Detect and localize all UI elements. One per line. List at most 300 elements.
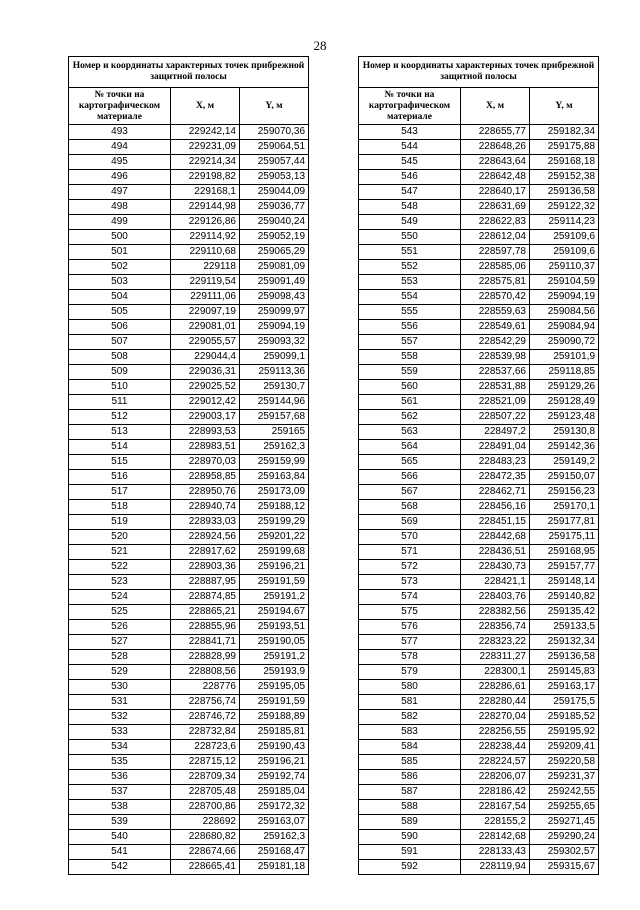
point-number-cell: 500 [69, 230, 171, 245]
point-number-cell: 587 [359, 785, 461, 800]
table-row [69, 320, 309, 335]
x-coordinate-cell: 228950,76 [171, 485, 240, 500]
x-coordinate-cell: 228841,71 [171, 635, 240, 650]
y-coordinate-cell: 259194,67 [240, 605, 309, 620]
point-number-cell: 574 [359, 590, 461, 605]
x-coordinate-cell: 228874,85 [171, 590, 240, 605]
x-coordinate-cell: 228828,99 [171, 650, 240, 665]
y-coordinate-cell: 259182,34 [530, 125, 599, 140]
x-coordinate-cell: 228436,51 [461, 545, 530, 560]
y-coordinate-cell: 259084,94 [530, 320, 599, 335]
coordinates-table-right [358, 56, 599, 875]
point-number-cell: 583 [359, 725, 461, 740]
y-coordinate-cell: 259173,09 [240, 485, 309, 500]
y-coordinate-cell: 259302,57 [530, 845, 599, 860]
y-coordinate-cell: 259130,7 [240, 380, 309, 395]
table-row [69, 695, 309, 710]
table-row [359, 155, 599, 170]
x-coordinate-cell: 228993,53 [171, 425, 240, 440]
y-coordinate-cell: 259165 [240, 425, 309, 440]
x-coordinate-cell: 228709,34 [171, 770, 240, 785]
x-coordinate-cell: 228311,27 [461, 650, 530, 665]
point-number-cell: 576 [359, 620, 461, 635]
point-number-cell: 573 [359, 575, 461, 590]
y-coordinate-cell: 259140,82 [530, 590, 599, 605]
table-row [359, 380, 599, 395]
x-coordinate-cell: 228421,1 [461, 575, 530, 590]
point-number-cell: 558 [359, 350, 461, 365]
x-coordinate-cell: 228300,1 [461, 665, 530, 680]
point-number-cell: 571 [359, 545, 461, 560]
point-number-cell: 503 [69, 275, 171, 290]
point-number-cell: 567 [359, 485, 461, 500]
x-coordinate-cell: 228680,82 [171, 830, 240, 845]
point-number-cell: 538 [69, 800, 171, 815]
table-row [359, 410, 599, 425]
y-coordinate-cell: 259193,51 [240, 620, 309, 635]
table-row [359, 755, 599, 770]
table-row [359, 440, 599, 455]
table-row [69, 230, 309, 245]
table-row [69, 830, 309, 845]
point-number-cell: 529 [69, 665, 171, 680]
x-coordinate-cell: 228142,68 [461, 830, 530, 845]
y-coordinate-cell: 259191,59 [240, 575, 309, 590]
y-coordinate-cell: 259145,83 [530, 665, 599, 680]
point-number-cell: 550 [359, 230, 461, 245]
y-coordinate-cell: 259091,49 [240, 275, 309, 290]
y-coordinate-cell: 259157,77 [530, 560, 599, 575]
x-coordinate-cell: 228756,74 [171, 695, 240, 710]
y-coordinate-cell: 259191,2 [240, 650, 309, 665]
table-row [359, 695, 599, 710]
point-number-cell: 555 [359, 305, 461, 320]
y-coordinate-cell: 259099,1 [240, 350, 309, 365]
x-coordinate-cell: 228531,88 [461, 380, 530, 395]
x-coordinate-cell: 228648,26 [461, 140, 530, 155]
y-coordinate-cell: 259209,41 [530, 740, 599, 755]
y-coordinate-cell: 259040,24 [240, 215, 309, 230]
x-coordinate-cell: 228808,56 [171, 665, 240, 680]
table-row [359, 290, 599, 305]
column-header-point-number: № точки на картографическом материале [359, 88, 461, 125]
x-coordinate-cell: 228865,21 [171, 605, 240, 620]
table-row [359, 785, 599, 800]
y-coordinate-cell: 259185,81 [240, 725, 309, 740]
point-number-cell: 568 [359, 500, 461, 515]
point-number-cell: 578 [359, 650, 461, 665]
y-coordinate-cell: 259053,13 [240, 170, 309, 185]
y-coordinate-cell: 259168,95 [530, 545, 599, 560]
table-row [69, 125, 309, 140]
table-row [359, 845, 599, 860]
table-row [69, 665, 309, 680]
x-coordinate-cell: 229231,09 [171, 140, 240, 155]
point-number-cell: 494 [69, 140, 171, 155]
column-header-point-number: № точки на картографическом материале [69, 88, 171, 125]
table-row [359, 740, 599, 755]
x-coordinate-cell: 228887,95 [171, 575, 240, 590]
x-coordinate-cell: 228958,85 [171, 470, 240, 485]
point-number-cell: 536 [69, 770, 171, 785]
y-coordinate-cell: 259162,3 [240, 830, 309, 845]
column-header-y: Y, м [530, 88, 599, 125]
point-number-cell: 563 [359, 425, 461, 440]
x-coordinate-cell: 228497,2 [461, 425, 530, 440]
table-row [359, 365, 599, 380]
table-row [359, 620, 599, 635]
table-row [69, 755, 309, 770]
table-row [69, 200, 309, 215]
point-number-cell: 572 [359, 560, 461, 575]
x-coordinate-cell: 228643,64 [461, 155, 530, 170]
table-row [69, 650, 309, 665]
point-number-cell: 522 [69, 560, 171, 575]
x-coordinate-cell: 228970,03 [171, 455, 240, 470]
y-coordinate-cell: 259065,29 [240, 245, 309, 260]
x-coordinate-cell: 229097,19 [171, 305, 240, 320]
point-number-cell: 585 [359, 755, 461, 770]
y-coordinate-cell: 259129,26 [530, 380, 599, 395]
point-number-cell: 496 [69, 170, 171, 185]
point-number-cell: 515 [69, 455, 171, 470]
point-number-cell: 552 [359, 260, 461, 275]
x-coordinate-cell: 228155,2 [461, 815, 530, 830]
x-coordinate-cell: 228597,78 [461, 245, 530, 260]
y-coordinate-cell: 259149,2 [530, 455, 599, 470]
table-row [69, 680, 309, 695]
y-coordinate-cell: 259170,1 [530, 500, 599, 515]
point-number-cell: 553 [359, 275, 461, 290]
table-row [359, 500, 599, 515]
x-coordinate-cell: 228940,74 [171, 500, 240, 515]
page-number: 28 [313, 38, 327, 53]
point-number-cell: 509 [69, 365, 171, 380]
table-row [359, 200, 599, 215]
point-number-cell: 545 [359, 155, 461, 170]
table-row [359, 815, 599, 830]
x-coordinate-cell: 228570,42 [461, 290, 530, 305]
table-row [69, 290, 309, 305]
table-row [69, 305, 309, 320]
table-row [359, 215, 599, 230]
y-coordinate-cell: 259162,3 [240, 440, 309, 455]
point-number-cell: 547 [359, 185, 461, 200]
table-row [69, 275, 309, 290]
y-coordinate-cell: 259142,36 [530, 440, 599, 455]
x-coordinate-cell: 229242,14 [171, 125, 240, 140]
point-number-cell: 497 [69, 185, 171, 200]
x-coordinate-cell: 229119,54 [171, 275, 240, 290]
x-coordinate-cell: 228539,98 [461, 350, 530, 365]
x-coordinate-cell: 229025,52 [171, 380, 240, 395]
y-coordinate-cell: 259231,37 [530, 770, 599, 785]
point-number-cell: 581 [359, 695, 461, 710]
y-coordinate-cell: 259157,68 [240, 410, 309, 425]
x-coordinate-cell: 228270,04 [461, 710, 530, 725]
y-coordinate-cell: 259130,8 [530, 425, 599, 440]
point-number-cell: 541 [69, 845, 171, 860]
y-coordinate-cell: 259094,19 [530, 290, 599, 305]
y-coordinate-cell: 259093,32 [240, 335, 309, 350]
x-coordinate-cell: 228855,96 [171, 620, 240, 635]
x-coordinate-cell: 228119,94 [461, 860, 530, 875]
point-number-cell: 565 [359, 455, 461, 470]
point-number-cell: 557 [359, 335, 461, 350]
table-row [359, 335, 599, 350]
point-number-cell: 591 [359, 845, 461, 860]
x-coordinate-cell: 228537,66 [461, 365, 530, 380]
x-coordinate-cell: 228491,04 [461, 440, 530, 455]
point-number-cell: 577 [359, 635, 461, 650]
point-number-cell: 516 [69, 470, 171, 485]
point-number-cell: 524 [69, 590, 171, 605]
x-coordinate-cell: 229114,92 [171, 230, 240, 245]
point-number-cell: 525 [69, 605, 171, 620]
table-row [69, 590, 309, 605]
table-row [69, 710, 309, 725]
column-header-x: X, м [171, 88, 240, 125]
x-coordinate-cell: 229003,17 [171, 410, 240, 425]
point-number-cell: 493 [69, 125, 171, 140]
table-row [69, 815, 309, 830]
point-number-cell: 551 [359, 245, 461, 260]
table-row [359, 470, 599, 485]
x-coordinate-cell: 228776 [171, 680, 240, 695]
y-coordinate-cell: 259163,07 [240, 815, 309, 830]
point-number-cell: 542 [69, 860, 171, 875]
point-number-cell: 498 [69, 200, 171, 215]
y-coordinate-cell: 259199,29 [240, 515, 309, 530]
x-coordinate-cell: 228356,74 [461, 620, 530, 635]
x-coordinate-cell: 228483,23 [461, 455, 530, 470]
table-row [69, 515, 309, 530]
table-row [359, 770, 599, 785]
table-row [69, 140, 309, 155]
table-row [359, 230, 599, 245]
point-number-cell: 528 [69, 650, 171, 665]
y-coordinate-cell: 259188,12 [240, 500, 309, 515]
table-row [359, 515, 599, 530]
table-row [359, 665, 599, 680]
x-coordinate-cell: 228612,04 [461, 230, 530, 245]
point-number-cell: 592 [359, 860, 461, 875]
y-coordinate-cell: 259191,2 [240, 590, 309, 605]
y-coordinate-cell: 259175,88 [530, 140, 599, 155]
point-number-cell: 502 [69, 260, 171, 275]
x-coordinate-cell: 228451,15 [461, 515, 530, 530]
x-coordinate-cell: 228983,51 [171, 440, 240, 455]
x-coordinate-cell: 228456,16 [461, 500, 530, 515]
x-coordinate-cell: 228732,84 [171, 725, 240, 740]
x-coordinate-cell: 228167,54 [461, 800, 530, 815]
x-coordinate-cell: 228382,56 [461, 605, 530, 620]
y-coordinate-cell: 259152,38 [530, 170, 599, 185]
y-coordinate-cell: 259081,09 [240, 260, 309, 275]
table-row [359, 455, 599, 470]
table-row [359, 605, 599, 620]
table-row [359, 170, 599, 185]
y-coordinate-cell: 259118,85 [530, 365, 599, 380]
table-row [69, 485, 309, 500]
y-coordinate-cell: 259185,04 [240, 785, 309, 800]
x-coordinate-cell: 229081,01 [171, 320, 240, 335]
point-number-cell: 521 [69, 545, 171, 560]
point-number-cell: 549 [359, 215, 461, 230]
y-coordinate-cell: 259159,99 [240, 455, 309, 470]
y-coordinate-cell: 259057,44 [240, 155, 309, 170]
table-row [69, 560, 309, 575]
point-number-cell: 590 [359, 830, 461, 845]
y-coordinate-cell: 259148,14 [530, 575, 599, 590]
y-coordinate-cell: 259199,68 [240, 545, 309, 560]
y-coordinate-cell: 259175,5 [530, 695, 599, 710]
y-coordinate-cell: 259084,56 [530, 305, 599, 320]
table-row [359, 800, 599, 815]
table-caption: Номер и координаты характерных точек прибрежной защитной полосы [359, 57, 599, 88]
y-coordinate-cell: 259201,22 [240, 530, 309, 545]
point-number-cell: 575 [359, 605, 461, 620]
y-coordinate-cell: 259113,36 [240, 365, 309, 380]
x-coordinate-cell: 229111,06 [171, 290, 240, 305]
y-coordinate-cell: 259110,37 [530, 260, 599, 275]
y-coordinate-cell: 259132,34 [530, 635, 599, 650]
x-coordinate-cell: 228542,29 [461, 335, 530, 350]
y-coordinate-cell: 259044,09 [240, 185, 309, 200]
point-number-cell: 495 [69, 155, 171, 170]
x-coordinate-cell: 228631,69 [461, 200, 530, 215]
x-coordinate-cell: 228559,63 [461, 305, 530, 320]
y-coordinate-cell: 259177,81 [530, 515, 599, 530]
point-number-cell: 535 [69, 755, 171, 770]
x-coordinate-cell: 229214,34 [171, 155, 240, 170]
point-number-cell: 543 [359, 125, 461, 140]
x-coordinate-cell: 228238,44 [461, 740, 530, 755]
table-row [69, 170, 309, 185]
y-coordinate-cell: 259163,17 [530, 680, 599, 695]
point-number-cell: 579 [359, 665, 461, 680]
table-row [359, 425, 599, 440]
table-row [69, 845, 309, 860]
table-row [359, 725, 599, 740]
point-number-cell: 530 [69, 680, 171, 695]
y-coordinate-cell: 259220,58 [530, 755, 599, 770]
column-header-y: Y, м [240, 88, 309, 125]
table-row [359, 650, 599, 665]
x-coordinate-cell: 228723,6 [171, 740, 240, 755]
table-row [359, 530, 599, 545]
x-coordinate-cell: 228133,43 [461, 845, 530, 860]
y-coordinate-cell: 259196,21 [240, 560, 309, 575]
point-number-cell: 559 [359, 365, 461, 380]
point-number-cell: 561 [359, 395, 461, 410]
table-row [69, 605, 309, 620]
table-row [69, 395, 309, 410]
table-row [359, 350, 599, 365]
point-number-cell: 510 [69, 380, 171, 395]
x-coordinate-cell: 228549,61 [461, 320, 530, 335]
x-coordinate-cell: 228442,68 [461, 530, 530, 545]
x-coordinate-cell: 228933,03 [171, 515, 240, 530]
y-coordinate-cell: 259128,49 [530, 395, 599, 410]
y-coordinate-cell: 259064,51 [240, 140, 309, 155]
x-coordinate-cell: 228674,66 [171, 845, 240, 860]
point-number-cell: 518 [69, 500, 171, 515]
point-number-cell: 546 [359, 170, 461, 185]
table-row [69, 380, 309, 395]
table-row [69, 260, 309, 275]
table-row [69, 500, 309, 515]
point-number-cell: 544 [359, 140, 461, 155]
x-coordinate-cell: 228430,73 [461, 560, 530, 575]
x-coordinate-cell: 228924,56 [171, 530, 240, 545]
y-coordinate-cell: 259104,59 [530, 275, 599, 290]
point-number-cell: 556 [359, 320, 461, 335]
table-row [359, 185, 599, 200]
table-row [69, 455, 309, 470]
point-number-cell: 534 [69, 740, 171, 755]
x-coordinate-cell: 228746,72 [171, 710, 240, 725]
table-row [69, 770, 309, 785]
table-row [359, 125, 599, 140]
point-number-cell: 523 [69, 575, 171, 590]
x-coordinate-cell: 228655,77 [461, 125, 530, 140]
table-row [359, 245, 599, 260]
y-coordinate-cell: 259135,42 [530, 605, 599, 620]
x-coordinate-cell: 228224,57 [461, 755, 530, 770]
y-coordinate-cell: 259172,32 [240, 800, 309, 815]
point-number-cell: 539 [69, 815, 171, 830]
table-row [359, 560, 599, 575]
y-coordinate-cell: 259242,55 [530, 785, 599, 800]
point-number-cell: 511 [69, 395, 171, 410]
table-row [69, 740, 309, 755]
table-row [359, 485, 599, 500]
y-coordinate-cell: 259144,96 [240, 395, 309, 410]
point-number-cell: 584 [359, 740, 461, 755]
x-coordinate-cell: 229144,98 [171, 200, 240, 215]
y-coordinate-cell: 259168,47 [240, 845, 309, 860]
y-coordinate-cell: 259136,58 [530, 650, 599, 665]
y-coordinate-cell: 259109,6 [530, 230, 599, 245]
table-row [359, 590, 599, 605]
x-coordinate-cell: 228507,22 [461, 410, 530, 425]
point-number-cell: 566 [359, 470, 461, 485]
table-row [69, 725, 309, 740]
table-row [359, 575, 599, 590]
x-coordinate-cell: 229168,1 [171, 185, 240, 200]
x-coordinate-cell: 228462,71 [461, 485, 530, 500]
y-coordinate-cell: 259101,9 [530, 350, 599, 365]
x-coordinate-cell: 228642,48 [461, 170, 530, 185]
x-coordinate-cell: 228903,36 [171, 560, 240, 575]
point-number-cell: 514 [69, 440, 171, 455]
point-number-cell: 527 [69, 635, 171, 650]
table-row [69, 785, 309, 800]
table-row [359, 320, 599, 335]
point-number-cell: 532 [69, 710, 171, 725]
table-caption: Номер и координаты характерных точек прибрежной защитной полосы [69, 57, 309, 88]
y-coordinate-cell: 259070,36 [240, 125, 309, 140]
y-coordinate-cell: 259181,18 [240, 860, 309, 875]
y-coordinate-cell: 259185,52 [530, 710, 599, 725]
y-coordinate-cell: 259114,23 [530, 215, 599, 230]
point-number-cell: 512 [69, 410, 171, 425]
y-coordinate-cell: 259195,92 [530, 725, 599, 740]
x-coordinate-cell: 229118 [171, 260, 240, 275]
y-coordinate-cell: 259290,24 [530, 830, 599, 845]
point-number-cell: 533 [69, 725, 171, 740]
